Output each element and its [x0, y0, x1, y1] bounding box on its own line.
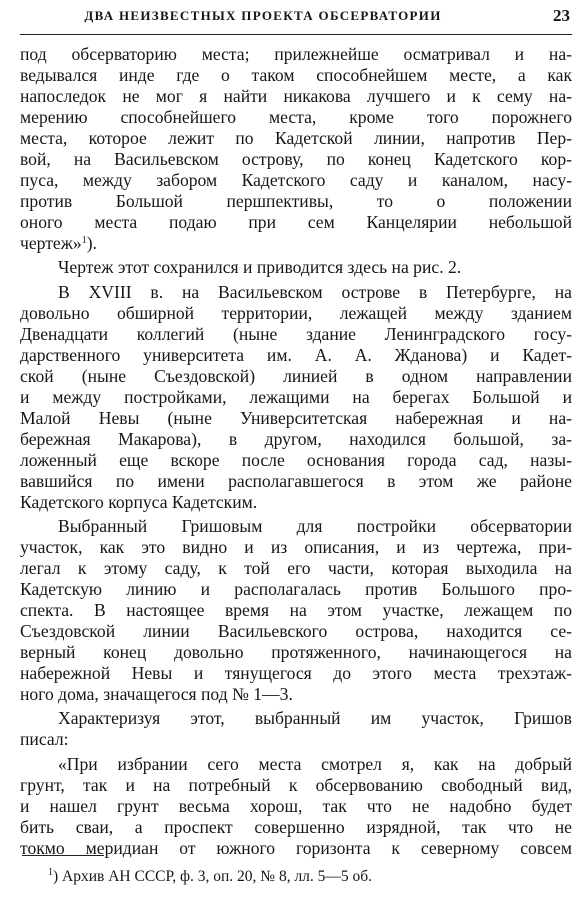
- footnote-text: Архив АН СССР, ф. 3, оп. 20, № 8, лл. 5—5 об.: [62, 868, 373, 885]
- text-line: против Большой першпективы, то о положении: [20, 191, 572, 211]
- text-line: ведывался инде где о таком способнейшем месте, а как: [20, 65, 572, 85]
- text-line: вавшийся по имени располагавшегося в этом же районе: [20, 471, 572, 491]
- text-line: и между постройками, лежащими на берегах Большой и: [20, 387, 572, 407]
- text-line: набережной Невы и тянущегося до этого места трехэтаж-: [20, 663, 572, 683]
- text-line: напоследок не мог я найти никакова лучшего и к сему на-: [20, 86, 572, 106]
- header-rule: [20, 34, 572, 35]
- text-line: довольно обширной территории, лежащей между зданием: [20, 303, 572, 323]
- footnote-ref: 1: [81, 235, 87, 246]
- text-line: Малой Невы (ныне Университетская набережная и на-: [20, 408, 572, 428]
- text-line: писал:: [20, 729, 69, 749]
- text-line: Кадетскую линию и располагалась против Большого про-: [20, 579, 572, 599]
- running-head: [0, 2, 584, 30]
- text-line: верный конец довольно протяженного, начинающегося на: [20, 642, 572, 662]
- footnote-rule: [22, 855, 104, 856]
- text-line: [20, 233, 572, 254]
- footnote: $^1$) Архив АН СССР, ф. 3, оп. 20, № 8, лл. 5—5 об.: [48, 867, 373, 885]
- text-line: дарственного университета им. А. А. Жданова) и Кадет-: [20, 345, 572, 365]
- text-line: Двенадцати коллегий (ныне здание Ленинградского госу-: [20, 324, 572, 344]
- text-line: Характеризуя этот, выбранный им участок, Гришов: [58, 708, 572, 728]
- text-line: под обсерваторию места; прилежнейше осматривал и на-: [20, 44, 572, 64]
- text-line: В XVIII в. на Васильевском острове в Петербурге, на: [58, 282, 572, 302]
- text-line: пуса, между забором Кадетского саду и каналом, насу-: [20, 170, 572, 190]
- text-line: Кадетского корпуса Кадетским.: [20, 492, 258, 512]
- text-fragment: ).: [86, 233, 97, 253]
- text-line: участок, как это видно и из описания, и из чертежа, при-: [20, 537, 572, 557]
- footnote-marker: 1: [48, 867, 53, 878]
- text-line: Съездовской линии Васильевского острова, находится се-: [20, 621, 572, 641]
- text-fragment: чертеж»: [20, 233, 82, 253]
- text-line: токмо меридиан от южного горизонта к северному совсем: [20, 838, 572, 858]
- text-line: места, которое лежит по Кадетской линии, напротив Пер-: [20, 128, 572, 148]
- text-line: мерению способнейшего места, кроме того порожнего: [20, 107, 572, 127]
- text-line: ской (ныне Съездовской) линией в одном направлении: [20, 366, 572, 386]
- text-line: Чертеж этот сохранился и приводится здесь на рис. 2.: [58, 257, 462, 277]
- text-line: Выбранный Гришовым для постройки обсерватории: [58, 516, 572, 536]
- text-line: «При избрании сего места смотрел я, как на добрый: [58, 754, 572, 774]
- text-line: и нашел грунт весьма хорош, так что не надобно будет: [20, 796, 572, 816]
- text-line: спекта. В настоящее время на этом участке, лежащем по: [20, 600, 572, 620]
- text-line: бить сваи, а проспект совершенно изрядной, так что не: [20, 817, 572, 837]
- text-line: оного места подаю при сем Канцелярии небольшой: [20, 212, 572, 232]
- text-line: вой, на Васильевском острову, по конец Кадетского кор-: [20, 149, 572, 169]
- text-line: бережная Макарова), в другом, находился большой, за-: [20, 429, 572, 449]
- text-line: грунт, так и на потребный к обсервованию свободный вид,: [20, 775, 572, 795]
- page-number: 23: [553, 6, 570, 25]
- text-line: легал к этому саду, к той его части, которая выходила на: [20, 558, 572, 578]
- text-line: ложенный еще вскоре после основания города сад, назы-: [20, 450, 572, 470]
- running-title: ДВА НЕИЗВЕСТНЫХ ПРОЕКТА ОБСЕРВАТОРИИ: [84, 8, 442, 23]
- text-line: ного дома, значащегося под № 1—3.: [20, 684, 293, 704]
